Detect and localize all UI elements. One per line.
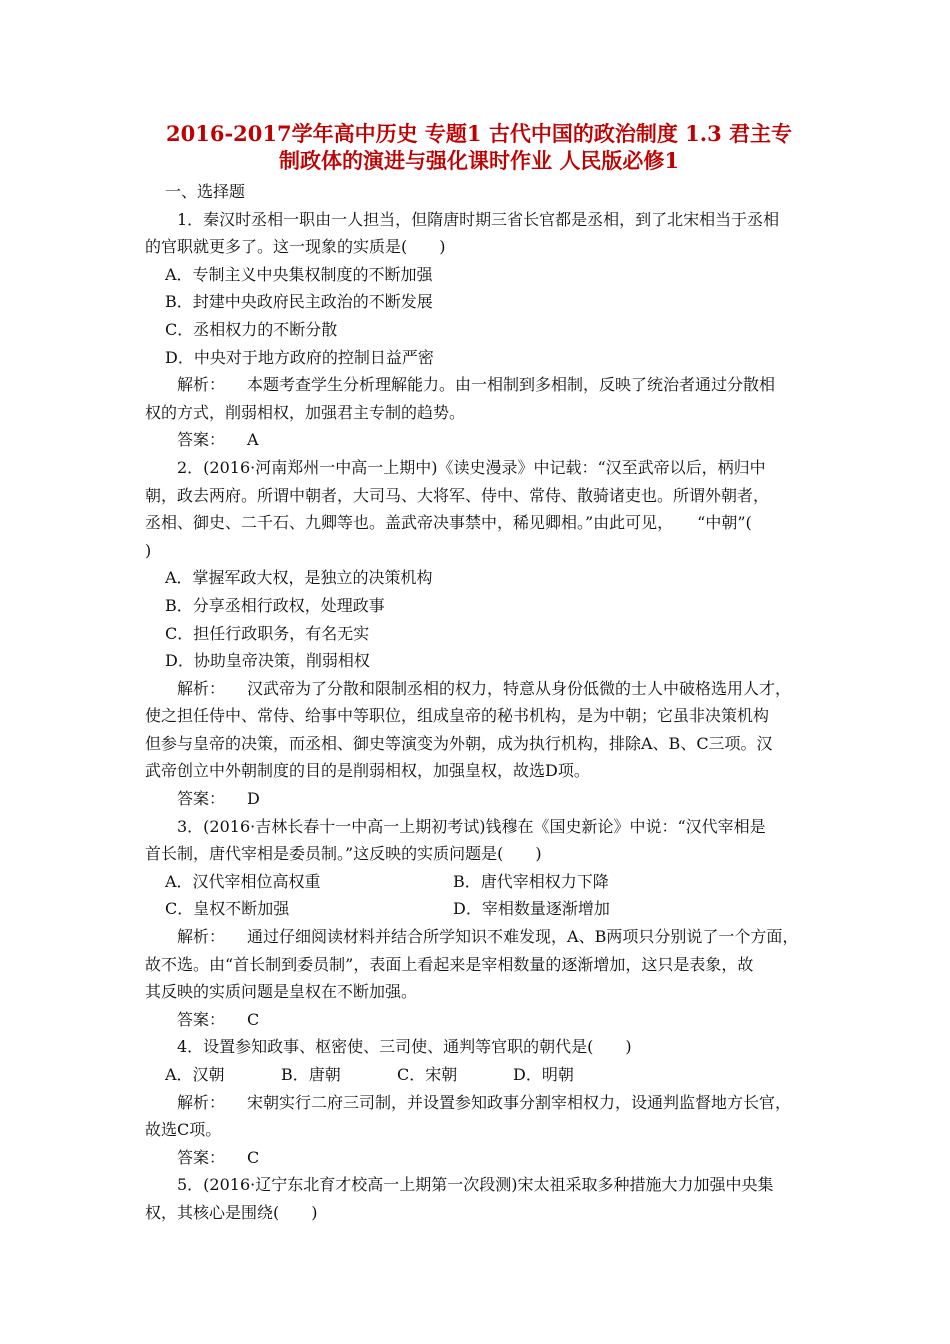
option-a: A．汉代宰相位高权重: [165, 871, 321, 891]
option-d: D．协助皇帝决策，削弱相权: [165, 651, 370, 671]
analysis-label: 解析：: [177, 375, 226, 395]
answer-value: A: [247, 430, 259, 450]
question-stem-line: 的官职就更多了。这一现象的实质是( ): [145, 237, 446, 257]
question-stem-line: 5．(2016·辽宁东北育才校高一上期第一次段测)宋太祖采取多种措施大力加强中央集: [177, 1175, 774, 1195]
question-stem-line: 丞相、御史、二千石、九卿等也。盖武帝决事禁中，稀见卿相。”由此可见， “中朝”(: [145, 513, 752, 533]
analysis-text: 通过仔细阅读材料并结合所学知识不难发现，A、B两项只分别说了一个方面，: [247, 927, 799, 947]
answer-line: [145, 785, 813, 813]
answer-label: 答案：: [177, 789, 226, 809]
title-line-2: 制政体的演进与强化课时作业 人民版必修1: [279, 148, 679, 173]
answer-value: D: [247, 789, 260, 809]
question-3: [145, 813, 813, 1034]
question-stem-line: ): [145, 540, 152, 560]
analysis-label: 解析：: [177, 678, 226, 698]
answer-label: 答案：: [177, 430, 226, 450]
options-row: [145, 895, 813, 923]
analysis-label: 解析：: [177, 1092, 226, 1112]
option-c: C．宋朝: [397, 1065, 458, 1084]
analysis-line: 其反映的实质问题是皇权在不断加强。: [145, 982, 418, 1002]
analysis-line: 权的方式，削弱相权，加强君主专制的趋势。: [145, 402, 466, 422]
question-stem-line: 3．(2016·吉林长春十一中高一上期初考试)钱穆在《国史新论》中说：“汉代宰相是: [177, 816, 766, 836]
option-a: A．汉朝: [165, 1065, 225, 1084]
answer-label: 答案：: [177, 1009, 226, 1029]
analysis-line: 但参与皇帝的决策，而丞相、御史等演变为外朝，成为执行机构，排除A、B、C三项。汉: [145, 733, 773, 753]
option-c: C．丞相权力的不断分散: [165, 319, 338, 339]
option-b: B．分享丞相行政权，处理政事: [165, 595, 385, 615]
option-d: D．中央对于地方政府的控制日益严密: [165, 347, 434, 367]
document-page: [145, 120, 813, 1227]
option-c: C．担任行政职务，有名无实: [165, 623, 370, 643]
analysis-line: [145, 371, 813, 399]
analysis-line: 故不选。由“首长制到委员制”，表面上看起来是宰相数量的逐渐增加，这只是表象，故: [145, 954, 754, 974]
title-line-1: 2016-2017学年高中历史 专题1 古代中国的政治制度 1.3 君主专: [166, 121, 792, 146]
question-5: [145, 1171, 813, 1226]
analysis-line: 使之担任侍中、常侍、给事中等职位，组成皇帝的秘书机构，是为中朝；它虽非决策机构: [145, 706, 770, 726]
document-title: [145, 120, 813, 174]
analysis-label: 解析：: [177, 927, 226, 947]
answer-line: [145, 1006, 813, 1034]
analysis-line: [145, 675, 813, 703]
question-stem-line: 4．设置参知政事、枢密使、三司使、通判等官职的朝代是( ): [177, 1037, 632, 1057]
option-d: D．宰相数量逐渐增加: [453, 899, 610, 919]
question-stem-line: 朝，政去两府。所谓中朝者，大司马、大将军、侍中、常侍、散骑诸吏也。所谓外朝者，: [145, 485, 770, 505]
question-stem-line: 首长制，唐代宰相是委员制。”这反映的实质问题是( ): [145, 844, 542, 864]
answer-value: C: [247, 1147, 260, 1167]
question-stem-line: 权，其核心是围绕( ): [145, 1202, 318, 1222]
option-a: A．专制主义中央集权制度的不断加强: [165, 264, 433, 284]
options-row: [145, 1061, 813, 1089]
analysis-line: 故选C项。: [145, 1120, 222, 1140]
answer-value: C: [247, 1009, 260, 1029]
option-b: B．封建中央政府民主政治的不断发展: [165, 292, 433, 312]
option-a: A．掌握军政大权，是独立的决策机构: [165, 568, 433, 588]
options-row: [145, 868, 813, 896]
analysis-line: [145, 923, 813, 951]
option-b: B．唐代宰相权力下降: [453, 871, 609, 891]
option-d: D．明朝: [513, 1065, 574, 1084]
question-4: [145, 1033, 813, 1171]
analysis-text: 本题考查学生分析理解能力。由一相制到多相制，反映了统治者通过分散相: [247, 375, 776, 395]
analysis-text: 汉武帝为了分散和限制丞相的权力，特意从身份低微的士人中破格选用人才，: [247, 678, 792, 698]
question-2: [145, 454, 813, 813]
section-heading: 一、选择题: [165, 182, 246, 201]
answer-label: 答案：: [177, 1147, 226, 1167]
analysis-line: [145, 1089, 813, 1117]
option-b: B．唐朝: [281, 1065, 341, 1084]
answer-line: [145, 426, 813, 454]
option-c: C．皇权不断加强: [165, 899, 290, 919]
answer-line: [145, 1144, 813, 1172]
analysis-line: 武帝创立中外朝制度的目的是削弱相权，加强皇权，故选D项。: [145, 761, 590, 781]
question-stem-line: 1．秦汉时丞相一职由一人担当，但隋唐时期三省长官都是丞相，到了北宋相当于丞相: [177, 209, 780, 229]
analysis-text: 宋朝实行二府三司制，并设置参知政事分割宰相权力，设通判监督地方长官，: [247, 1092, 792, 1112]
question-1: [145, 206, 813, 454]
question-stem-line: 2．(2016·河南郑州一中高一上期中)《读史漫录》中记载：“汉至武帝以后，柄归中: [177, 457, 766, 477]
